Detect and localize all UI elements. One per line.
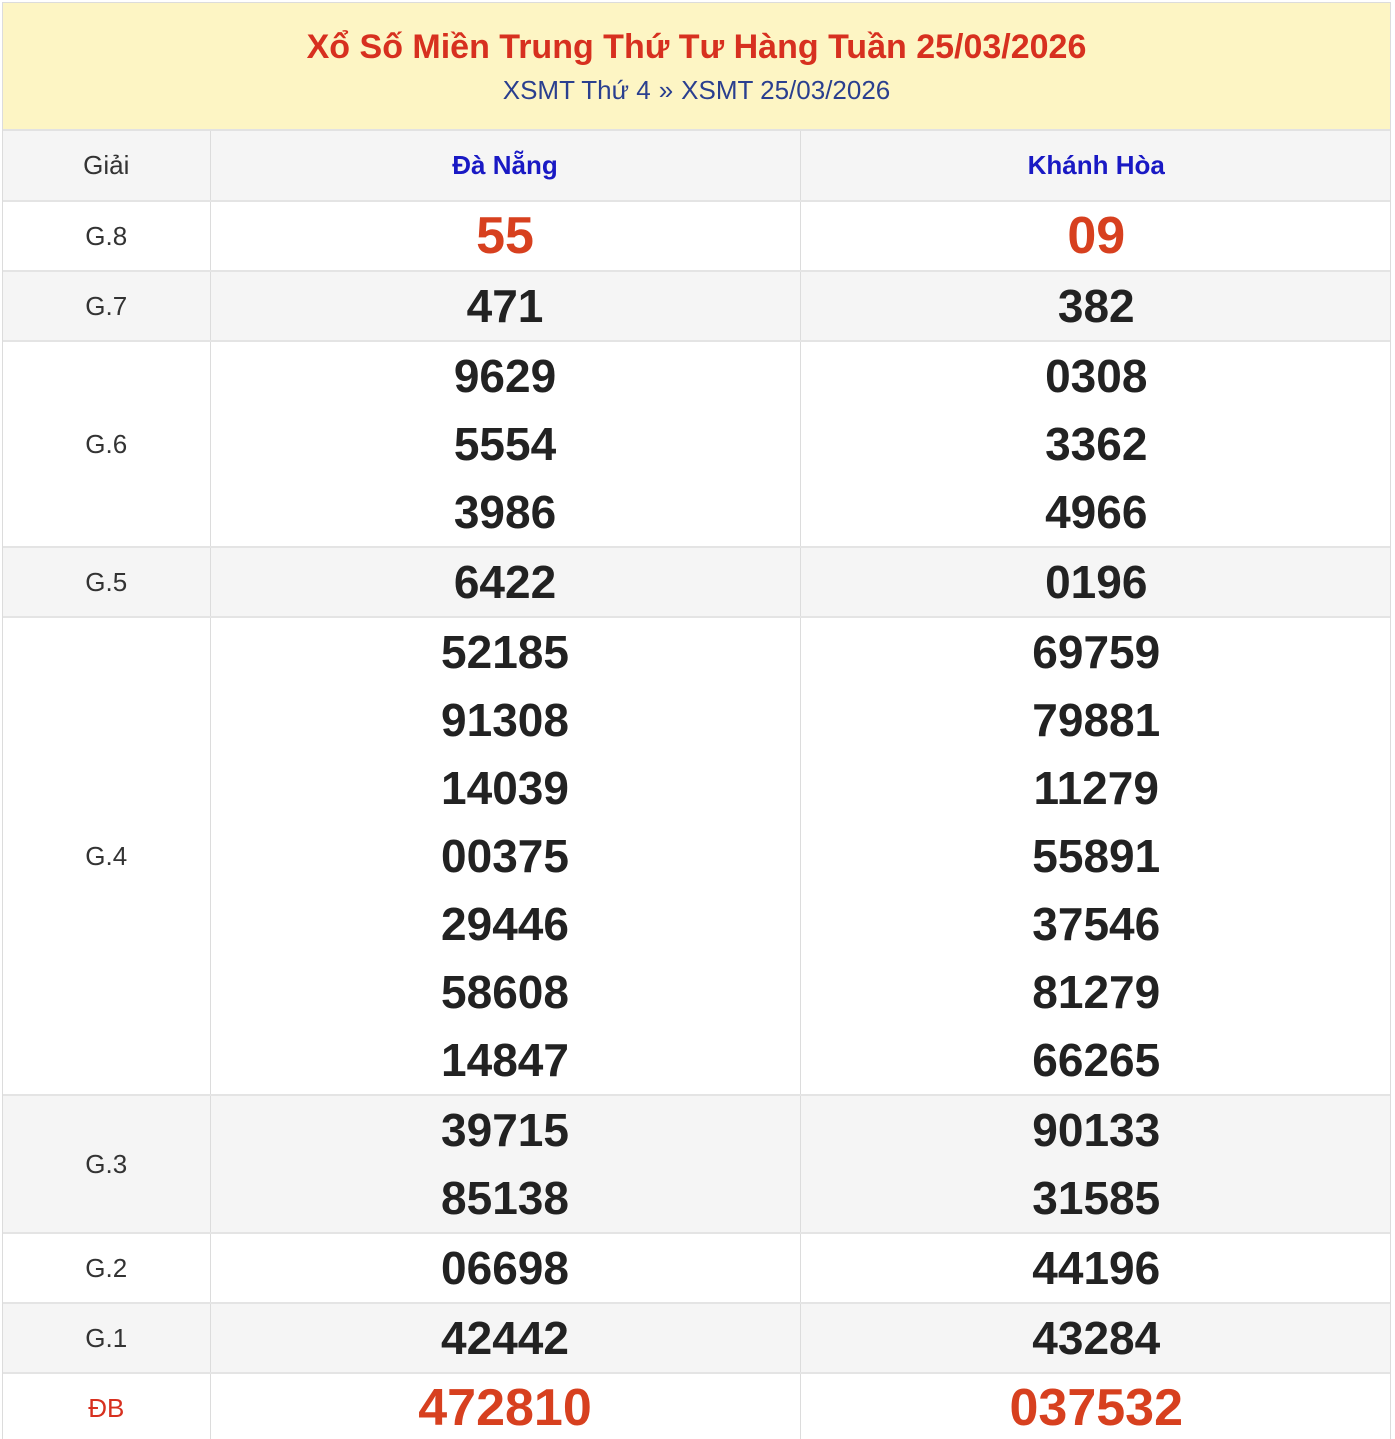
results-table: [3, 131, 1391, 1439]
prize-cell-da-nang: [210, 201, 800, 271]
winning-number: 37546: [1032, 898, 1161, 950]
table-row: [3, 1373, 1391, 1439]
table-row: [3, 617, 1391, 1095]
winning-number: 55891: [1032, 830, 1161, 882]
prize-cell-da-nang: [210, 1095, 800, 1233]
column-header-prize: Giải: [3, 131, 210, 201]
prize-label: G.6: [3, 341, 210, 547]
table-header-row: [3, 131, 1391, 201]
prize-cell-khanh-hoa: [800, 1373, 1391, 1439]
table-row: [3, 341, 1391, 547]
prize-cell-da-nang: [210, 341, 800, 547]
prize-cell-khanh-hoa: [800, 1303, 1391, 1373]
winning-number: 79881: [1032, 694, 1161, 746]
winning-number: 9629: [453, 350, 557, 402]
winning-number: 06698: [441, 1242, 569, 1294]
prize-cell-khanh-hoa: [800, 617, 1391, 1095]
winning-number: 81279: [1032, 966, 1161, 1018]
column-header-da-nang[interactable]: Đà Nẵng: [210, 131, 800, 201]
table-row: [3, 1303, 1391, 1373]
prize-cell-khanh-hoa: [800, 201, 1391, 271]
winning-number: 44196: [1032, 1242, 1161, 1294]
winning-number: 3986: [453, 486, 557, 538]
page-title: Xổ Số Miền Trung Thứ Tư Hàng Tuần 25/03/2026: [306, 28, 1087, 66]
prize-cell-khanh-hoa: [800, 1095, 1391, 1233]
winning-number: 0308: [1045, 350, 1148, 402]
prize-label: G.1: [3, 1303, 210, 1373]
winning-number: 09: [1067, 207, 1126, 265]
winning-number: 14847: [441, 1034, 569, 1086]
winning-number: 55: [476, 207, 534, 265]
prize-label: G.5: [3, 547, 210, 617]
table-row: [3, 1233, 1391, 1303]
table-row: [3, 1095, 1391, 1233]
winning-number: 58608: [441, 966, 569, 1018]
winning-number: 90133: [1032, 1104, 1161, 1156]
winning-number: 85138: [441, 1172, 569, 1224]
prize-cell-da-nang: [210, 1303, 800, 1373]
breadcrumb-link-weekday[interactable]: XSMT Thứ 4: [502, 75, 651, 105]
winning-number: 3362: [1045, 418, 1148, 470]
winning-number: 471: [466, 280, 544, 332]
winning-number: 4966: [1045, 486, 1148, 538]
winning-number: 31585: [1032, 1172, 1161, 1224]
winning-number: 00375: [441, 830, 569, 882]
prize-cell-khanh-hoa: [800, 271, 1391, 341]
prize-cell-khanh-hoa: [800, 341, 1391, 547]
winning-number: 0196: [1045, 556, 1148, 608]
winning-number: 91308: [441, 694, 569, 746]
breadcrumb-link-date[interactable]: XSMT 25/03/2026: [681, 75, 891, 105]
column-header-khanh-hoa[interactable]: Khánh Hòa: [800, 131, 1391, 201]
winning-number: 66265: [1032, 1034, 1161, 1086]
prize-label: G.7: [3, 271, 210, 341]
winning-number: 29446: [441, 898, 569, 950]
prize-cell-khanh-hoa: [800, 547, 1391, 617]
table-row: [3, 201, 1391, 271]
prize-cell-da-nang: [210, 1233, 800, 1303]
winning-number: 43284: [1032, 1312, 1161, 1364]
winning-number: 6422: [453, 556, 557, 608]
results-panel: [2, 2, 1391, 1439]
table-row: [3, 271, 1391, 341]
table-row: [3, 547, 1391, 617]
winning-number: 39715: [441, 1104, 569, 1156]
winning-number: 382: [1057, 280, 1135, 332]
winning-number: 472810: [418, 1379, 592, 1437]
prize-label: G.4: [3, 617, 210, 1095]
breadcrumb-separator: »: [658, 75, 674, 105]
winning-number: 69759: [1032, 626, 1161, 678]
results-header: [3, 3, 1390, 131]
prize-label: G.2: [3, 1233, 210, 1303]
prize-cell-da-nang: [210, 271, 800, 341]
winning-number: 42442: [441, 1312, 569, 1364]
breadcrumb: [3, 75, 1390, 105]
prize-label: G.3: [3, 1095, 210, 1233]
prize-cell-da-nang: [210, 1373, 800, 1439]
prize-label: G.8: [3, 201, 210, 271]
prize-label: ĐB: [3, 1373, 210, 1439]
winning-number: 037532: [1009, 1379, 1184, 1437]
winning-number: 52185: [441, 626, 569, 678]
prize-cell-da-nang: [210, 617, 800, 1095]
winning-number: 5554: [453, 418, 557, 470]
winning-number: 11279: [1033, 762, 1159, 814]
prize-cell-khanh-hoa: [800, 1233, 1391, 1303]
prize-cell-da-nang: [210, 547, 800, 617]
winning-number: 14039: [441, 762, 569, 814]
